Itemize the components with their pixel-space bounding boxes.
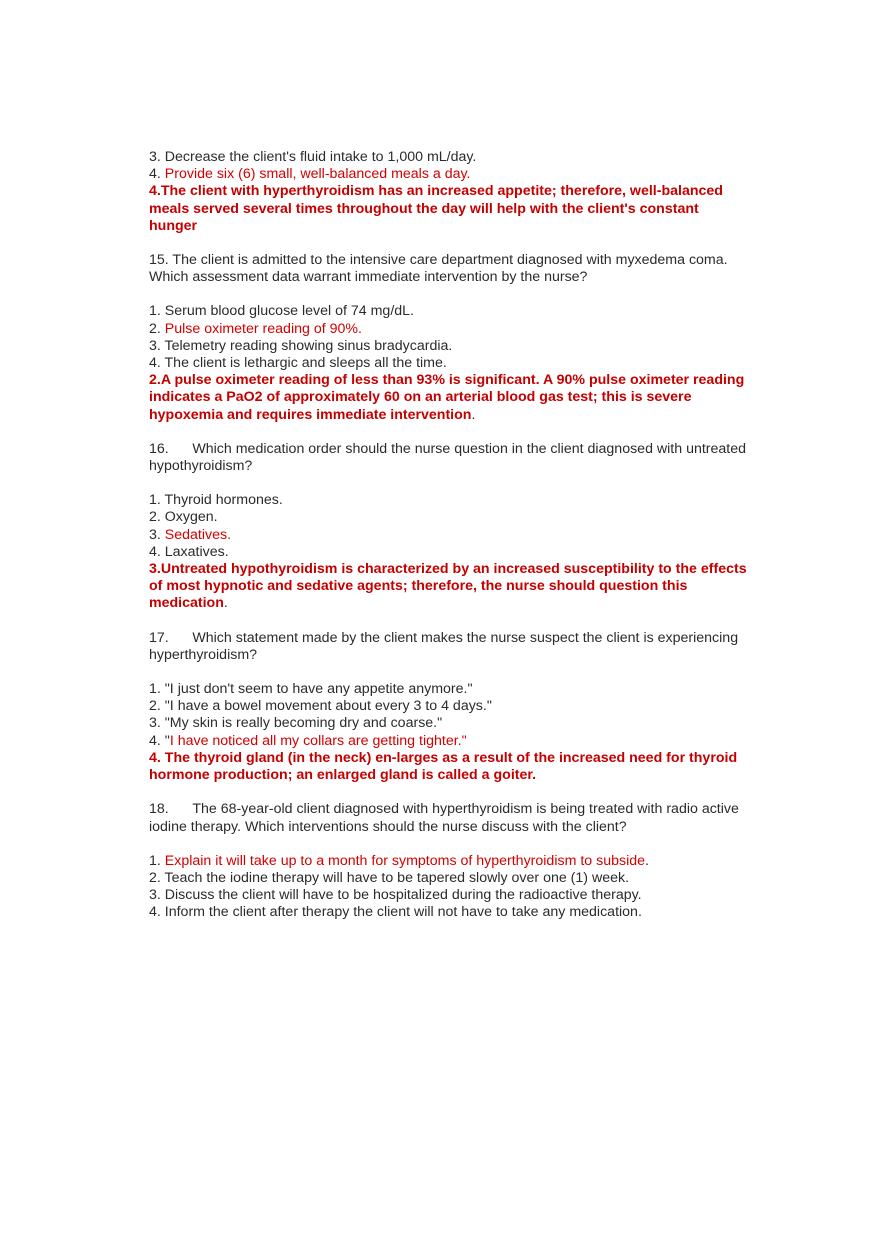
option-1: 1. "I just don't seem to have any appetite anymore." bbox=[149, 681, 473, 698]
option-2 bbox=[149, 321, 749, 338]
option-4: 4. Laxatives. bbox=[149, 543, 229, 560]
question-stem: 18. The 68-year-old client diagnosed with hyperthyroidism is being treated with radio active iodine therapy. Which interventions should the nurse discuss with the client? bbox=[149, 801, 739, 835]
question-stem: 17. Which statement made by the client makes the nurse suspect the client is experiencing hyperthyroidism? bbox=[149, 629, 739, 663]
answer-rationale bbox=[149, 372, 749, 424]
option-2: 2. Teach the iodine therapy will have to be tapered slowly over one (1) week. bbox=[149, 869, 630, 886]
answer-text: 2.A pulse oximeter reading of less than 93% is significant. A 90% pulse oximeter reading indicates a PaO2 of approximately 60 on an arterial blood gas test; this is severe hypoxemia and requires immediate intervention bbox=[149, 372, 745, 423]
question-15 bbox=[149, 252, 749, 424]
option-number: 3. bbox=[149, 526, 165, 543]
option-2: 2. Oxygen. bbox=[149, 509, 218, 526]
question-16 bbox=[149, 441, 749, 613]
answer-text: 3.Untreated hypothyroidism is characterized by an increased susceptibility to the effects of most hypnotic and sedative agents; therefore, the nurse should question this medication bbox=[149, 561, 747, 612]
correct-option-text: Explain it will take up to a month for symptoms of hyperthyroidism to subside bbox=[164, 852, 646, 869]
correct-option-text: Sedatives. bbox=[164, 526, 232, 543]
answer-rationale bbox=[149, 561, 749, 613]
question-stem: 15. The client is admitted to the intensive care department diagnosed with myxedema coma. Which assessment data warrant immediate intervention by the nurse? bbox=[149, 252, 728, 286]
option-number: 4. " bbox=[149, 732, 170, 749]
option-4: 4. The client is lethargic and sleeps all the time. bbox=[149, 355, 447, 372]
option-1 bbox=[149, 853, 749, 870]
question-17 bbox=[149, 630, 749, 785]
spacer bbox=[149, 424, 749, 441]
spacer bbox=[149, 235, 749, 252]
option-3: 3. "My skin is really becoming dry and coarse." bbox=[149, 715, 443, 732]
correct-option-text: Provide six (6) small, well-balanced meals a day. bbox=[164, 166, 471, 183]
question-18 bbox=[149, 801, 749, 921]
option-4: 4. Inform the client after therapy the client will not have to take any medication. bbox=[149, 904, 642, 921]
option-number: 2. bbox=[149, 320, 165, 337]
answer-period: . bbox=[223, 595, 228, 612]
question-14 bbox=[149, 149, 749, 235]
answer-period: . bbox=[471, 406, 476, 423]
spacer bbox=[149, 784, 749, 801]
option-3 bbox=[149, 527, 749, 544]
spacer bbox=[149, 286, 749, 303]
option-3: 3. Discuss the client will have to be hospitalized during the radioactive therapy. bbox=[149, 887, 642, 904]
question-stem: 16. Which medication order should the nurse question in the client diagnosed with untreated hypothyroidism? bbox=[149, 440, 747, 475]
correct-option-text: Pulse oximeter reading of 90%. bbox=[164, 320, 362, 337]
spacer bbox=[149, 664, 749, 681]
option-1: 1. Serum blood glucose level of 74 mg/dL. bbox=[149, 303, 414, 320]
option-number: 4. bbox=[149, 166, 165, 183]
answer-rationale: 4.The client with hyperthyroidism has an increased appetite; therefore, well-balanced meals served several times throughout the day will help with the client's constant hunger bbox=[149, 183, 723, 234]
answer-rationale: 4. The thyroid gland (in the neck) en-larges as a result of the increased need for thyroid hormone production; an enlarged gland is called a goiter. bbox=[149, 749, 738, 784]
option-4 bbox=[149, 733, 749, 750]
option-1: 1. Thyroid hormones. bbox=[149, 492, 283, 509]
correct-option-text: I have noticed all my collars are getting tighter." bbox=[169, 732, 467, 749]
spacer bbox=[149, 613, 749, 630]
option-number: 1. bbox=[149, 852, 165, 869]
spacer bbox=[149, 475, 749, 492]
option-4 bbox=[149, 166, 749, 183]
option-3: 3. Telemetry reading showing sinus bradycardia. bbox=[149, 337, 453, 354]
option-period: . bbox=[645, 852, 649, 869]
spacer bbox=[149, 836, 749, 853]
document-body bbox=[149, 149, 749, 922]
option-3: 3. Decrease the client's fluid intake to 1,000 mL/day. bbox=[149, 149, 477, 165]
option-2: 2. "I have a bowel movement about every 3 to 4 days." bbox=[149, 698, 492, 715]
